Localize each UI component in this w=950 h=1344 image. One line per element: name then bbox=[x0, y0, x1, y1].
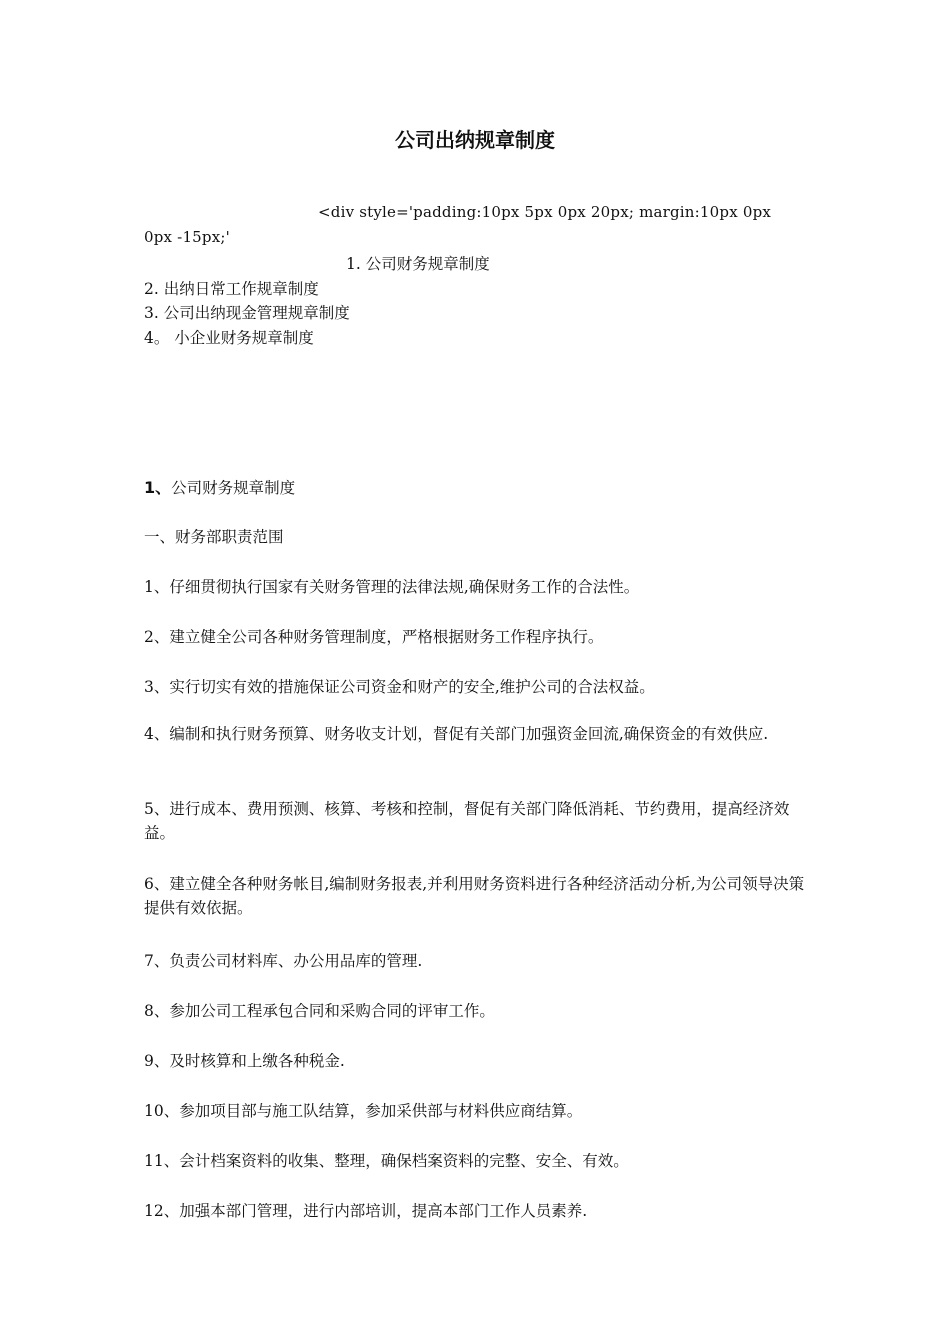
section-heading bbox=[144, 475, 295, 498]
list-item: 9、及时核算和上缴各种税金. bbox=[144, 1052, 345, 1070]
list-item: 3、实行切实有效的措施保证公司资金和财产的安全,维护公司的合法权益。 bbox=[144, 678, 655, 696]
section-number: 1、 bbox=[144, 478, 172, 497]
toc-item-2: 2. 出纳日常工作规章制度 bbox=[144, 280, 319, 298]
document-title: 公司出纳规章制度 bbox=[395, 128, 555, 152]
list-item: 6、建立健全各种财务帐目,编制财务报表,并利用财务资料进行各种经济活动分析,为公司领导决策提供有效依据。 bbox=[144, 875, 805, 917]
list-item: 4、编制和执行财务预算、财务收支计划，督促有关部门加强资金回流,确保资金的有效供应. bbox=[144, 725, 769, 743]
code-snippet-line-2: 0px -15px;' bbox=[144, 228, 230, 246]
list-item: 10、参加项目部与施工队结算，参加采供部与材料供应商结算。 bbox=[144, 1102, 583, 1120]
toc-item-1: 1. 公司财务规章制度 bbox=[346, 255, 490, 273]
subsection-heading: 一、财务部职责范围 bbox=[144, 528, 284, 546]
list-item: 11、会计档案资料的收集、整理，确保档案资料的完整、安全、有效。 bbox=[144, 1152, 629, 1170]
code-snippet-line-1: <div style='padding:10px 5px 0px 20px; margin:10px 0px bbox=[318, 203, 772, 221]
list-item: 8、参加公司工程承包合同和采购合同的评审工作。 bbox=[144, 1002, 495, 1020]
toc-item-3: 3. 公司出纳现金管理规章制度 bbox=[144, 304, 350, 322]
section-title: 公司财务规章制度 bbox=[171, 479, 296, 497]
list-item: 2、建立健全公司各种财务管理制度，严格根据财务工作程序执行。 bbox=[144, 628, 604, 646]
list-item: 5、进行成本、费用预测、核算、考核和控制，督促有关部门降低消耗、节约费用，提高经济效益。 bbox=[144, 800, 790, 842]
list-item: 12、加强本部门管理，进行内部培训，提高本部门工作人员素养. bbox=[144, 1202, 588, 1220]
list-item: 1、仔细贯彻执行国家有关财务管理的法律法规,确保财务工作的合法性。 bbox=[144, 578, 640, 596]
toc-item-4: 4。 小企业财务规章制度 bbox=[144, 329, 314, 347]
list-item: 7、负责公司材料库、办公用品库的管理. bbox=[144, 952, 423, 970]
